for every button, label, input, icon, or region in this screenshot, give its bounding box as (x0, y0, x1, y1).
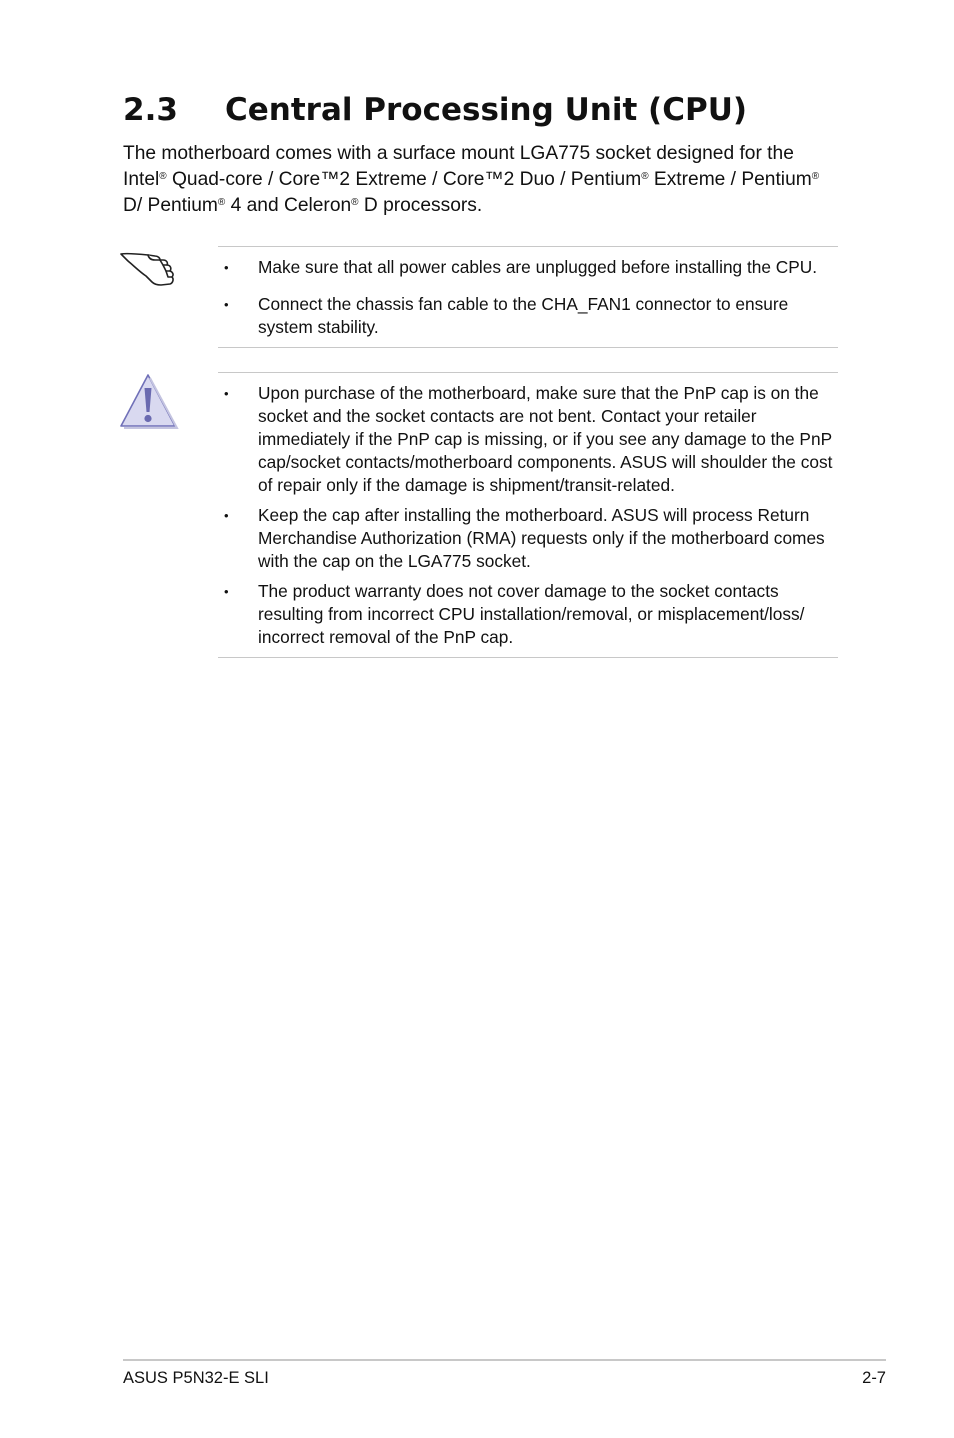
intro-text: Extreme / Pentium (648, 169, 812, 190)
note-text: Connect the chassis fan cable to the CHA_FAN1 connector to ensure system stability. (258, 294, 789, 337)
bullet: • (224, 584, 229, 599)
intro-text: D/ Pentium (123, 195, 218, 216)
registered-mark: ® (217, 197, 226, 208)
footer-divider (123, 1359, 886, 1361)
section-number: 2.3 (123, 92, 178, 128)
note-text: Make sure that all power cables are unplugged before installing the CPU. (258, 257, 818, 277)
registered-mark: ® (351, 197, 359, 208)
intro-text: Quad-core / Core™2 Extreme / Core™2 Duo / Pentium (166, 169, 642, 190)
caution-text: Upon purchase of the motherboard, make sure that the PnP cap is on the socket and the socket contacts are not bent. Contact your retailer immediately if the PnP cap is missing, or if you see any damage to the PnP cap/socket contacts/motherboard components. ASUS will shoulder the cost of repair only if the damage is shipment/transit-related. (258, 383, 833, 495)
section-title: Central Processing Unit (CPU) (225, 92, 748, 128)
bullet: • (224, 297, 229, 312)
registered-mark: ® (641, 171, 649, 182)
caution-box (218, 372, 838, 658)
bullet: • (224, 386, 229, 401)
pointing-hand-icon (118, 244, 178, 290)
caution-text: Keep the cap after installing the motherboard. ASUS will process Return Merchandise Authorization (RMA) requests only if the motherboard comes with the cap on the LGA775 socket. (258, 505, 825, 571)
intro-paragraph (123, 141, 843, 219)
section-heading (123, 88, 747, 132)
registered-mark: ® (811, 171, 820, 182)
bullet: • (224, 260, 229, 275)
warning-triangle-icon (118, 372, 180, 430)
intro-text: 4 and Celeron (225, 195, 352, 216)
intro-text: Intel (123, 169, 160, 190)
bullet: • (224, 508, 229, 523)
intro-text: The motherboard comes with a surface mount LGA775 socket designed for the (123, 143, 794, 164)
caution-text: The product warranty does not cover damage to the socket contacts resulting from incorrect CPU installation/removal, or misplacement/loss/ incorrect removal of the PnP cap. (258, 581, 805, 647)
note-box (218, 246, 838, 348)
registered-mark: ® (159, 171, 167, 182)
intro-text: D processors. (358, 195, 483, 216)
footer-product-name: ASUS P5N32-E SLI (123, 1369, 269, 1387)
footer-page-number: 2-7 (862, 1369, 886, 1387)
